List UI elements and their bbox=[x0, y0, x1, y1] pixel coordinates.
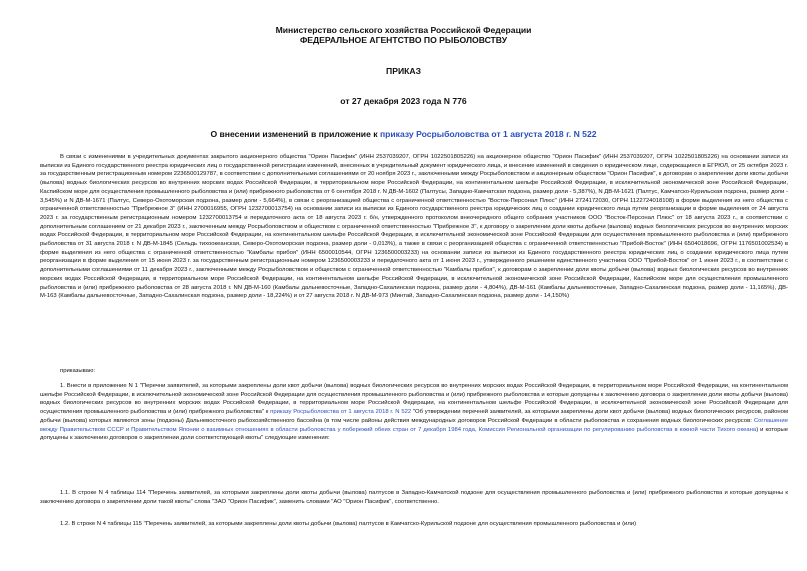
item-1-text-b: "Об утверждении перечней заявителей, за которыми закреплены доли квот добычи (вылова) водных биологических ресурсов, районом добычи (вылова) которых являются зоны (подзоны) Дальневосточного рыбохозяйственного бассейна (в том числе районы действия международных договоров Российской Федерации в области рыболовства и сохранения водных биологических ресурсов: bbox=[40, 409, 788, 424]
order-522-link[interactable]: приказу Росрыболовства от 1 августа 2018 г. N 522 bbox=[270, 409, 412, 416]
item-1-1-paragraph: 1.1. В строке N 4 таблицы 114 "Перечень заявителей, за которыми закреплены доли квоты добычи (вылова) палтусов в Западно-Камчатской подзоне для осуществления промышленного рыболовства и (или) прибрежного рыболовства и которые допущены к заключению договора о закреплении доли такой квоты" слова "ЗАО "Орион Пасифик", заменить словами "АО "Орион Пасифик", соответственно. bbox=[40, 490, 788, 505]
document-title bbox=[0, 129, 807, 139]
order-word: приказываю: bbox=[60, 368, 96, 374]
title-order-link[interactable]: приказу Росрыболовства от 1 августа 2018 г. N 522 bbox=[379, 129, 597, 139]
agency-name: ФЕДЕРАЛЬНОЕ АГЕНТСТВО ПО РЫБОЛОВСТВУ bbox=[299, 35, 508, 45]
title-text: О внесении изменений в приложение к bbox=[210, 129, 380, 139]
item-1-text-c: ) и которые допущены к заключению договоров о закреплении доли соответствующей квоты" следующие изменения: bbox=[40, 426, 788, 442]
item-1-text-a: 1. Внести в приложение N 1 "Перечни заявителей, за которыми закреплены доли квот добычи (вылова) водных биологических ресурсов во внутренних морских водах Российской Федерации, в территориальном море Российской Федерации, на континентальном шельфе Российской Федерации, в исключительной экономической зоне Российской Федерации для осуществления промышленного рыболовства и (или) прибрежного рыболовства и которые допущены к заключению договора о закреплении доли квоты добычи (вылова) водных биологических ресурсов во внутренних морских водах Российской Федерации, в территориальном море Российской Федерации, на континентальном шельфе Российской Федерации, в исключительной экономической зоне Российской Федерации для осуществления промышленного рыболовства и (или) прибрежного рыболовства" к bbox=[40, 383, 788, 416]
ministry-name: Министерство сельского хозяйства Российской Федерации bbox=[275, 25, 532, 35]
document-date-number: от 27 декабря 2023 года N 776 bbox=[340, 96, 467, 106]
document-type: ПРИКАЗ bbox=[386, 66, 421, 76]
preamble-paragraph: В связи с изменениями в учредительных документах закрытого акционерного общества "Орион Пасифик" (ИНН 2537039207, ОГРН 1022501805226) на акционерное общество "Орион Пасифик" (ИНН 2537039207, ОГРН 1022501805226) на основании записи из выписки из Единого государственного реестра юридических лиц о государственной регистрации изменений, внесенных в учредительный документ юридического лица, и внесение изменений в сведения о юридическом лице, содержащиеся в ЕГРЮЛ, от 25 октября 2023 г. за государственным регистрационным номером 2236500129787, в соответствии с дополнительными соглашениями от 20 ноября 2023 г., заключенными между Росрыболовством и акционерным обществом "Орион Пасифик", к договорам о закреплении доли квоты добычи (вылова) водных биологических ресурсов во внутренних морских водах Российской Федерации, в территориальном море Российской Федерации, на континентальном шельфе Российской Федерации, в исключительной экономической зоне Российской Федерации, Каспийском море для осуществления промышленного рыболовства и (или) прибрежного рыболовства от 6 сентября 2018 г. N ДВ-М-1602 (Палтусы, Западно-Камчатская подзона, размер доли - 5,387%), N ДВ-М-1621 (Палтус, Камчатско-Курильская подзона, размер доли - 3,545%) и N ДВ-М-1671 (Палтус, Северо-Охотоморская подзона, размер доли - 5,664%), в связи с реорганизацией общества с ограниченной ответственностью "Восток-Персонал Плюс" (ИНН 2724172030, ОГРН 1122724018108) в форме выделения из него общества с ограниченной ответственностью "Прибрежное 3" (ИНН 2700016955, ОГРН 1232700013754) на основании записи из выписки из Единого государственного реестра юридических лиц о создании юридического лица путем реорганизации в форме выделения от 24 августа 2023 г. за государственным регистрационным номером 1232700013754 и передаточного акта от 18 августа 2023 г. б/н, утвержденного протоколом внеочередного общего собрания участников ООО "Восток-Персонал Плюс" от 18 августа 2023 г., в соответствии с дополнительным соглашением от 21 декабря 2023 г., заключенным между Росрыболовством и обществом с ограниченной ответственностью "Прибрежное 3", к договору о закреплении доли квоты добычи (вылова) водных биологических ресурсов во внутренних морских водах Российской Федерации, в территориальном море Российской Федерации, на континентальном шельфе Российской Федерации, в исключительной экономической зоне Российской Федерации для осуществления промышленного рыболовства и (или) прибрежного рыболовства от 31 августа 2018 г. N ДВ-М-1845 (Сельдь тихоокеанская, Северо-Охотоморская подзона, размер доли - 0,013%), а также в связи с реорганизацией общества с ограниченной ответственностью "Прибой-Восток" (ИНН 6504018696, ОГРН 1176501002534) в форме выделения из него общества с ограниченной ответственностью "Камбалы прибоя" (ИНН 6500010544, ОГРН 1236500003233) на основании записи из выписки из Единого государственного реестра юридических лиц о создании юридического лица путем реорганизации в форме выделения от 15 июня 2023 г. за государственным регистрационным номером 1236500003233 и передаточного акта от 1 июня 2023 г., утвержденного решением единственного участника ООО "Прибой-Восток" от 1 июня 2023 г., в соответствии с дополнительными соглашениями от 11 декабря 2023 г., заключенными между Росрыболовством и обществом с ограниченной ответственностью "Камбалы прибоя", к договорам о закреплении доли квоты добычи (вылова) водных биологических ресурсов во внутренних морских водах Российской Федерации, в территориальном море Российской Федерации, на континентальном шельфе Российской Федерации, в исключительной экономической зоне Российской Федерации, Каспийском море для осуществления промышленного рыболовства и (или) прибрежного рыболовства от 28 августа 2018 г. NN ДВ-М-160 (Камбалы дальневосточные, Западно-Сахалинская подзона, размер доли - 4,804%), ДВ-М-161 (Камбалы дальневосточные, Западно-Сахалинская подзона, размер доли - 11,165%), ДВ-М-163 (Камбалы дальневосточные, Западно-Сахалинская подзона, размер доли - 18,224%) и от 27 августа 2018 г. N ДВ-М-973 (Минтай, Западно-Сахалинская подзона, размер доли - 14,150%) bbox=[40, 154, 788, 300]
item-1-2-paragraph: 1.2. В строке N 4 таблицы 115 "Перечень заявителей, за которыми закреплены доли квоты добычи (вылова) палтусов в Камчатско-Курильской подзоне для осуществления промышленного рыболовства и (или) bbox=[60, 521, 637, 527]
item-1-paragraph bbox=[40, 382, 788, 472]
agreement-1984-link[interactable]: Соглашение между Правительством СССР и Правительством Японии о взаимных отношениях в области рыболовства у побережий обеих стран от 7 декабря 1984 года, Комиссия Региональной организации по регулированию рыболовства в южной части Тихого океана bbox=[40, 417, 788, 433]
